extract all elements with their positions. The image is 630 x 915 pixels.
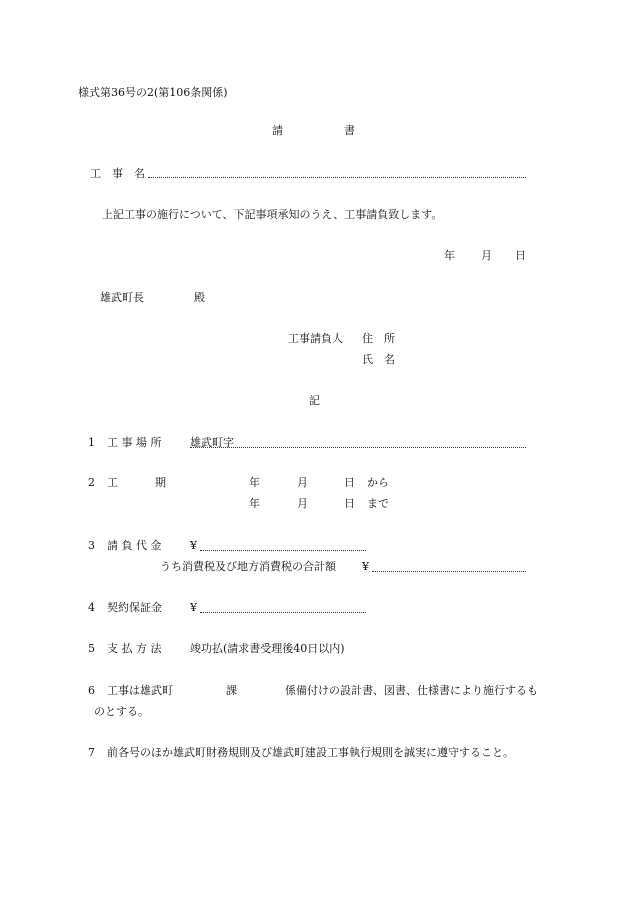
- item-2-until: まで: [367, 497, 389, 510]
- item-3-yen: ¥: [190, 539, 197, 552]
- item-6-part-3: 係備付けの設計書、図書、仕様書により施行するも: [285, 684, 538, 697]
- item-2-day-1: 日: [344, 476, 355, 489]
- item-1-line: [190, 447, 526, 448]
- date-day: 日: [515, 249, 526, 262]
- item-4-line: [200, 612, 366, 613]
- koji-mei-label: 工 事 名: [90, 167, 145, 180]
- title-char-2: 書: [344, 124, 355, 137]
- item-2-month-1: 月: [297, 476, 308, 489]
- item-7-number: 7: [88, 746, 95, 759]
- form-id: 様式第36号の2(第106条関係): [78, 86, 228, 99]
- item-2-label-b: 期: [155, 476, 166, 489]
- item-3-label: 請 負 代 金: [107, 539, 162, 552]
- item-5-label: 支 払 方 法: [107, 642, 162, 655]
- item-2-label-a: 工: [107, 476, 118, 489]
- item-2-year-1: 年: [249, 476, 260, 489]
- item-2-month-2: 月: [297, 497, 308, 510]
- item-2-year-2: 年: [249, 497, 260, 510]
- item-7-text: 前各号のほか雄武町財務規則及び雄武町建設工事執行規則を誠実に遵守すること。: [107, 746, 514, 759]
- item-6-continuation: のとする。: [94, 705, 149, 718]
- item-2-from: から: [367, 476, 389, 489]
- title-char-1: 請: [272, 124, 283, 137]
- koji-mei-line: [148, 177, 526, 178]
- item-6-part-2: 課: [226, 684, 237, 697]
- item-5-value: 竣功払(請求書受理後40日以内): [190, 642, 345, 655]
- item-1-value: 雄武町字: [190, 436, 234, 449]
- item-3-number: 3: [88, 539, 95, 552]
- addressee-honorific: 殿: [194, 291, 205, 304]
- item-1-number: 1: [88, 436, 95, 449]
- item-4-number: 4: [88, 601, 95, 614]
- contractor-role: 工事請負人: [288, 332, 343, 345]
- ki-heading: 記: [309, 394, 320, 407]
- contractor-address: 住 所: [362, 332, 395, 345]
- addressee-name: 雄武町長: [100, 291, 144, 304]
- item-4-yen: ¥: [190, 601, 197, 614]
- item-1-label: 工 事 場 所: [107, 436, 162, 449]
- intro-text: 上記工事の施行について、下記事項承知のうえ、工事請負致します。: [102, 208, 443, 221]
- date-month: 月: [481, 249, 492, 262]
- item-2-number: 2: [88, 476, 95, 489]
- contractor-name: 氏 名: [362, 353, 395, 366]
- item-4-label: 契約保証金: [107, 601, 162, 614]
- item-3-line: [200, 550, 366, 551]
- item-5-number: 5: [88, 642, 95, 655]
- item-2-day-2: 日: [344, 497, 355, 510]
- item-3-tax-label: うち消費税及び地方消費税の合計額: [160, 560, 336, 573]
- item-3-tax-yen: ¥: [362, 560, 369, 573]
- date-year: 年: [444, 249, 455, 262]
- item-3-tax-line: [372, 571, 526, 572]
- item-6-number: 6: [88, 684, 95, 697]
- item-6-part-1: 工事は雄武町: [107, 684, 173, 697]
